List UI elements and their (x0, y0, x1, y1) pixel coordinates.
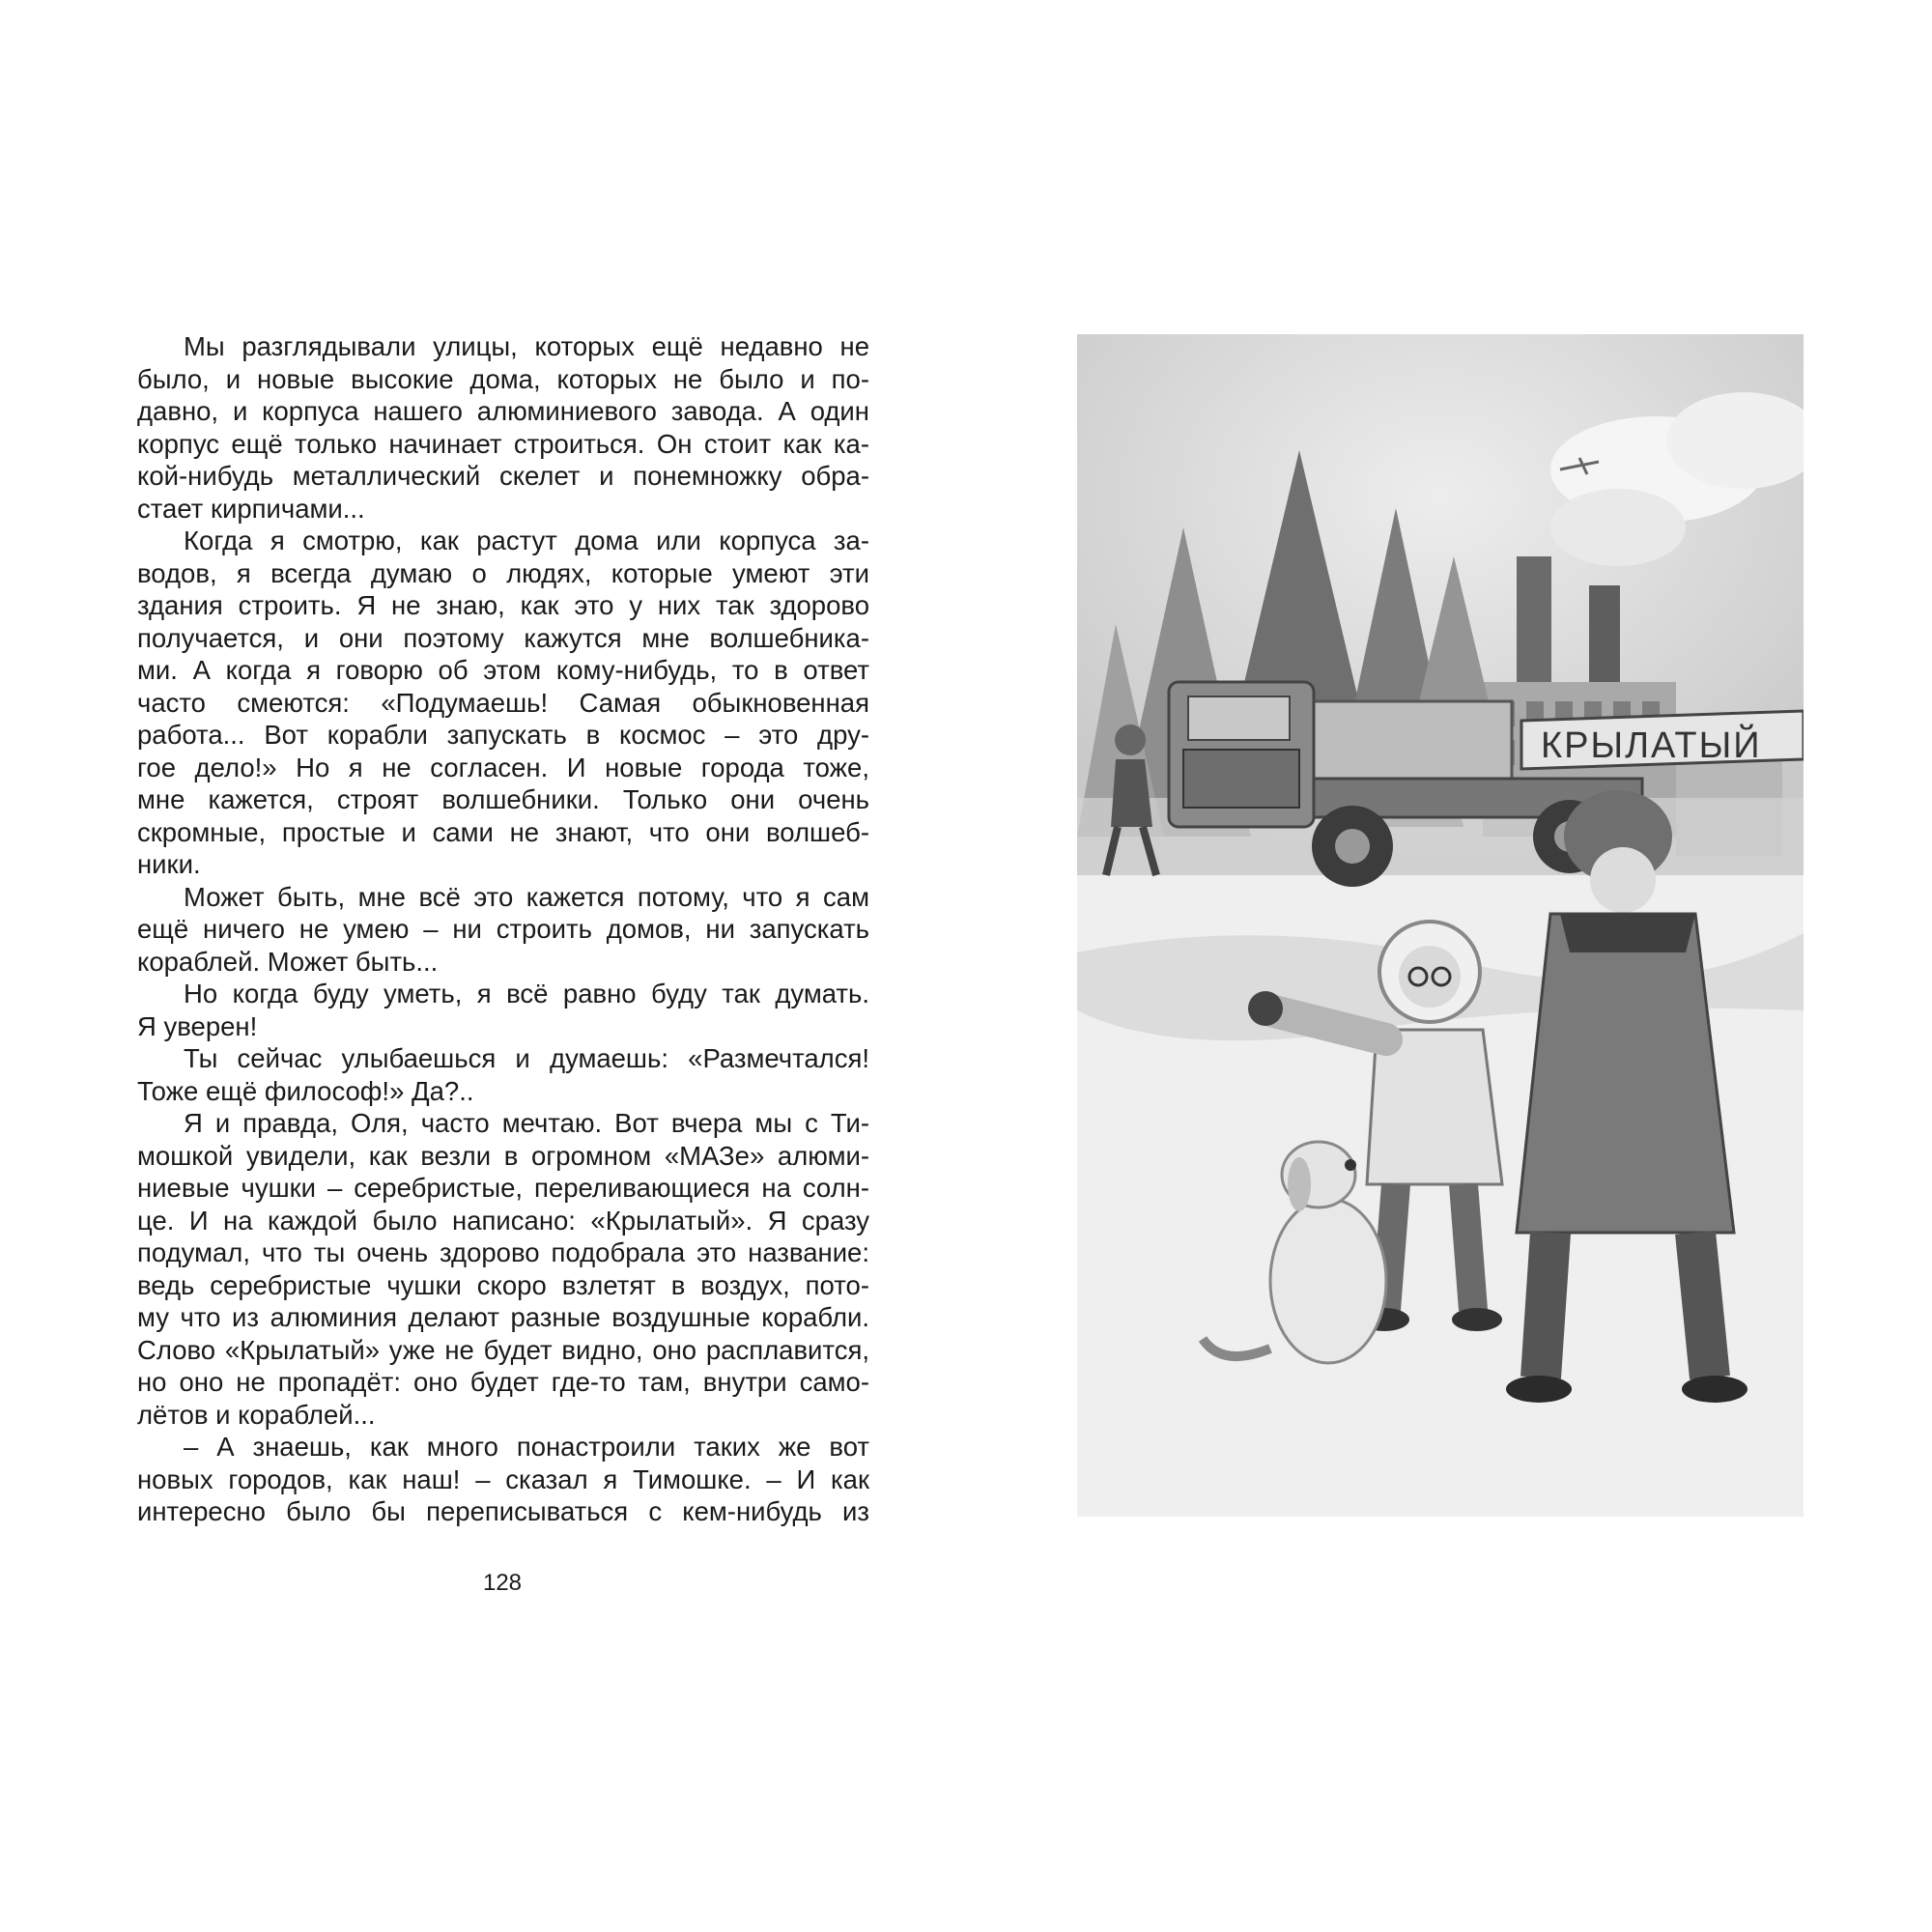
text-line: новых городов, как наш! – сказал я Тимошке. – И как (137, 1463, 869, 1494)
illustration-drawing (1077, 334, 1804, 1517)
text-line: Тоже ещё философ!» Да?.. (137, 1075, 474, 1106)
truck-windshield (1188, 696, 1290, 740)
text-line: мошкой увидели, как везли в огромном «МАЗе» алюми- (137, 1140, 869, 1171)
text-line: му что из алюминия делают разные воздушные корабли. (137, 1302, 869, 1332)
text-line: корпус ещё только начинает строиться. Он стоит как ка- (137, 428, 869, 459)
text-line: ниевые чушки – серебристые, переливающиеся на солн- (137, 1173, 869, 1203)
text-line: но оно не пропадёт: оно будет где-то там, внутри само- (137, 1367, 869, 1397)
text-line: ми. А когда я говорю об этом кому-нибудь, то в ответ (137, 655, 869, 685)
text-line: водов, я всегда думаю о людях, которые умеют эти (137, 557, 869, 588)
text-line: здания строить. Я не знаю, как это у них так здорово (137, 590, 869, 620)
text-line: часто смеются: «Подумаешь! Самая обыкновенная (137, 687, 869, 718)
text-line: гое дело!» Но я не согласен. И новые города тоже, (137, 752, 869, 782)
text-line: стает кирпичами... (137, 493, 365, 524)
smoke-cloud (1550, 489, 1686, 566)
text-line: Но когда буду уметь, я всё равно буду так думать. (184, 979, 869, 1009)
text-line: получается, и они поэтому кажутся мне волшебника- (137, 622, 869, 653)
text-line: лётов и кораблей... (137, 1399, 376, 1430)
illustration (1077, 334, 1804, 1517)
text-line: ники. (137, 849, 201, 879)
text-line: работа... Вот корабли запускать в космос – это дру- (137, 720, 869, 750)
text-line: мне кажется, строят волшебники. Только они очень (137, 784, 869, 814)
text-line: давно, и корпуса нашего алюминиевого завода. А один (137, 396, 869, 426)
text-line: ещё ничего не умею – ни строить домов, ни запускать (137, 914, 869, 944)
text-line: Может быть, мне всё это кажется потому, что я сам (184, 881, 869, 912)
text-line: Ты сейчас улыбаешься и думаешь: «Размечтался! (184, 1043, 869, 1073)
body-text (137, 330, 869, 1528)
text-line: кой-нибудь металлический скелет и понемножку обра- (137, 461, 869, 491)
truck-hub (1335, 829, 1370, 864)
text-line: скромные, простые и сами не знают, что они волшеб- (137, 816, 869, 847)
truck-grille (1183, 750, 1299, 808)
text-line: Мы разглядывали улицы, которых ещё недавно не (184, 331, 869, 361)
text-line: кораблей. Может быть... (137, 946, 439, 977)
text-line: – А знаешь, как много понастроили таких же вот (184, 1432, 869, 1462)
text-line: Когда я смотрю, как растут дома или корпуса за- (184, 526, 869, 555)
text-line: Я уверен! (137, 1010, 258, 1041)
page-number: 128 (482, 1570, 523, 1596)
text-line: це. И на каждой было написано: «Крылатый». Я сразу (137, 1205, 869, 1236)
text-line: ведь серебристые чушки скоро взлетят в воздух, пото- (137, 1269, 869, 1300)
banner-text: КРЫЛАТЫЙ (1541, 725, 1762, 766)
text-line: интересно было бы переписываться с кем-нибудь из (137, 1496, 869, 1526)
text-line: Слово «Крылатый» уже не будет видно, оно расплавится, (137, 1334, 869, 1365)
text-line: Я и правда, Оля, часто мечтаю. Вот вчера мы с Ти- (184, 1108, 869, 1138)
text-line: было, и новые высокие дома, которых не было и по- (137, 363, 869, 394)
truck-cargo (1299, 701, 1512, 779)
text-line: подумал, что ты очень здорово подобрала это название: (137, 1237, 869, 1267)
